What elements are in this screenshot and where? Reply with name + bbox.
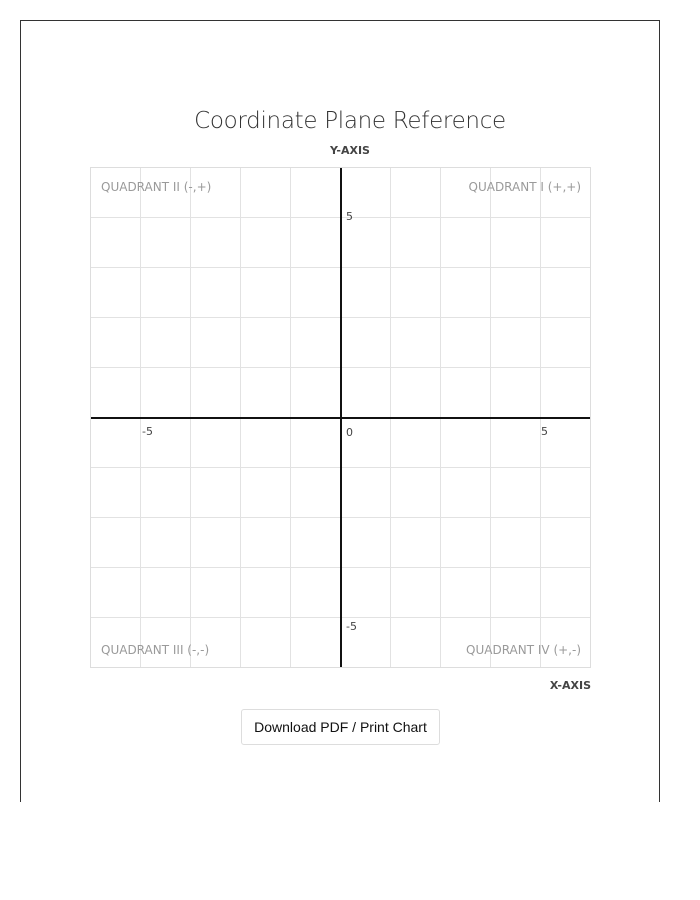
y-axis-label: Y-AXIS	[330, 144, 370, 157]
x-tick-neg5: -5	[142, 425, 153, 438]
y-tick-neg5: -5	[346, 620, 357, 633]
y-axis-line	[340, 168, 342, 667]
x-tick-pos5: 5	[541, 425, 548, 438]
download-print-button[interactable]: Download PDF / Print Chart	[241, 709, 440, 745]
quadrant-iii-label: QUADRANT III (-,-)	[101, 643, 210, 657]
coordinate-grid	[90, 167, 591, 668]
quadrant-i-label: QUADRANT I (+,+)	[468, 180, 581, 194]
quadrant-ii-label: QUADRANT II (-,+)	[101, 180, 212, 194]
quadrant-iv-label: QUADRANT IV (+,-)	[466, 643, 581, 657]
x-axis-label: X-AXIS	[549, 679, 591, 692]
chart-title: Coordinate Plane Reference	[194, 108, 506, 134]
y-tick-pos5: 5	[346, 210, 353, 223]
origin-tick: 0	[346, 426, 353, 439]
